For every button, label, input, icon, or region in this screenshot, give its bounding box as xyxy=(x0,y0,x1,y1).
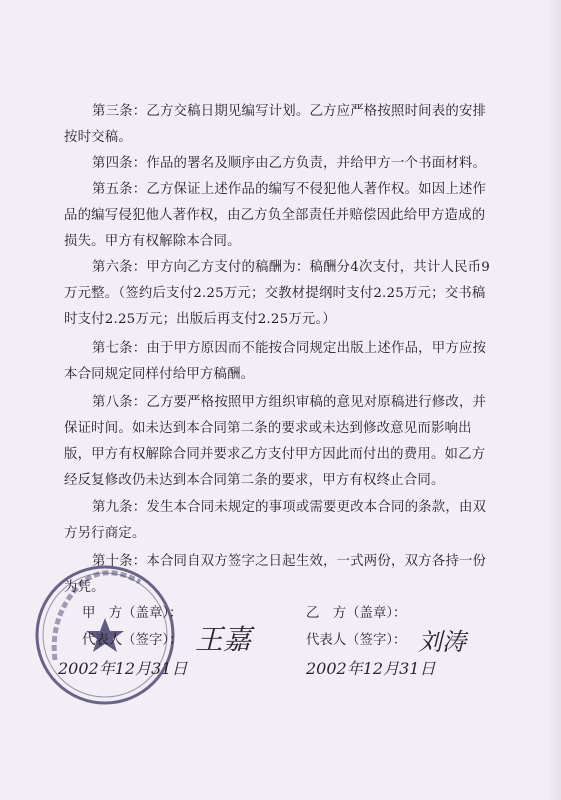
clause-9: 第九条：发生本合同未规定的事项或需要更改本合同的条款，由双方另行商定。 xyxy=(64,500,487,541)
party-a-signature: 王嘉 xyxy=(195,623,252,656)
party-a-seal-label: 甲 方（盖章）： xyxy=(82,606,183,621)
party-b-date: 2002年12月31日 xyxy=(306,659,436,678)
clause-4: 第四条：作品的署名及顺序由乙方负责，并给甲方一个书面材料。 xyxy=(92,156,487,171)
clause-6: 第六条：甲方向乙方支付的稿酬为：稿酬分4次支付，共计人民币9万元整。（签约后支付2.25万元；交教材提纲时支付2.25万元；交书稿时支付2.25万元；出版后再支付2.25万元。） xyxy=(64,260,490,327)
scan-edge-shadow xyxy=(547,0,561,800)
party-b-seal-label: 乙 方（盖章）： xyxy=(306,606,407,621)
party-a-rep-label: 代表人（签字）： xyxy=(82,633,183,648)
clause-7: 第七条：由于甲方原因而不能按合同规定出版上述作品，甲方应按本合同规定同样付给甲方稿酬。 xyxy=(64,341,487,382)
party-a-date: 2002年12月31日 xyxy=(58,659,188,678)
party-b-signature: 刘涛 xyxy=(418,628,466,656)
party-b-rep-label: 代表人（签字）： xyxy=(306,633,407,648)
clause-8: 第八条：乙方要严格按照甲方组织审稿的意见对原稿进行修改，并保证时间。如未达到本合同第二条的要求或未达到修改意见而影响出版，甲方有权解除合同并要求乙方支付甲方因此而付出的费用。如乙方经反复修改仍未达到本合同第二条的要求，甲方有权终止合同。 xyxy=(64,395,487,488)
clause-5: 第五条：乙方保证上述作品的编写不侵犯他人著作权。如因上述作品的编写侵犯他人著作权，由乙方负全部责任并赔偿因此给甲方造成的损失。甲方有权解除本合同。 xyxy=(64,182,487,249)
clause-10: 第十条：本合同自双方签字之日起生效，一式两份，双方各持一份为凭。 xyxy=(64,554,487,595)
clause-3: 第三条：乙方交稿日期见编写计划。乙方应严格按照时间表的安排按时交稿。 xyxy=(64,104,487,145)
